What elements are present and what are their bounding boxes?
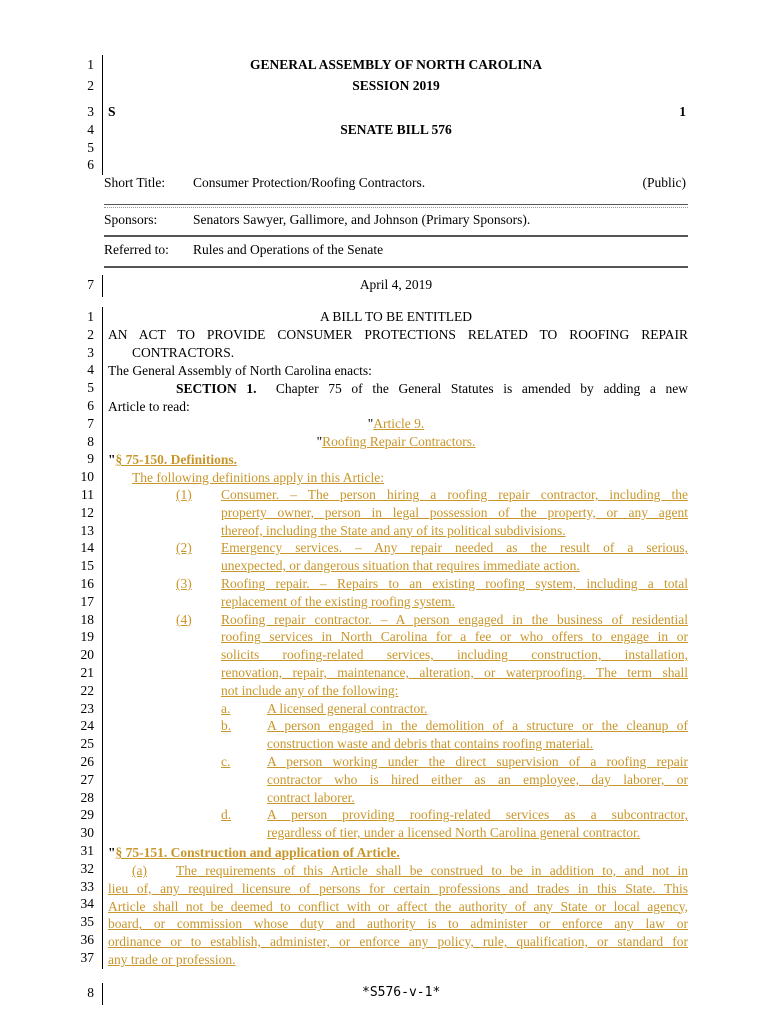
exclusion-letter: d. (221, 807, 232, 823)
line-number-rule (102, 983, 103, 1005)
exclusion-text: A person providing roofing-related services as a subcontractor, (267, 807, 688, 823)
definitions-heading (108, 452, 237, 468)
exclusion-text: contractor who is hired either as an employee, day laborer, or (267, 771, 688, 787)
line-number: 8 (87, 433, 94, 449)
exclusion-text: A person engaged in the demolition of a structure or the cleanup of (267, 718, 688, 734)
short-title: Consumer Protection/Roofing Contractors. (193, 175, 426, 190)
line-number: 23 (80, 700, 94, 716)
divider (104, 235, 688, 237)
line-number: 16 (80, 576, 94, 591)
exclusion-text: construction waste and debris that contains roofing material. (267, 736, 594, 752)
construction-text: ordinance or to establish, administer, or enforce any policy, rule, qualification, or standard for (108, 934, 688, 950)
line-number: 33 (80, 878, 94, 894)
definition-text: not include any of the following: (221, 682, 399, 698)
line-number: 10 (80, 469, 94, 485)
definition-text: Roofing repair. – Repairs to an existing roofing system, including a total (221, 576, 688, 591)
line-number: 27 (80, 771, 94, 787)
line-number: 17 (80, 593, 94, 609)
sponsors-label: Sponsors: (104, 212, 158, 227)
exclusion-text: A person working under the direct supervision of a roofing repair (267, 754, 688, 769)
line-number: 4 (87, 362, 94, 378)
exclusion-letter: b. (221, 718, 232, 734)
introduced-date: April 4, 2019 (359, 277, 433, 292)
line-number: 37 (80, 949, 94, 965)
line-number: 7 (87, 415, 94, 431)
line-number: 3 (87, 104, 94, 119)
line-number: 3 (87, 344, 94, 360)
section-text: Chapter 75 of the General Statutes is amended by adding a new (275, 381, 688, 396)
article-number (104, 416, 688, 432)
exclusion-text: A licensed general contractor. (267, 700, 428, 716)
definition-text: replacement of the existing roofing system. (221, 593, 455, 609)
line-number: 19 (80, 629, 94, 645)
article-title (104, 434, 688, 450)
definition-text: unexpected, or dangerous situation that requires immediate action. (221, 558, 580, 574)
assembly-title: GENERAL ASSEMBLY OF NORTH CAROLINA (249, 57, 543, 72)
line-number: 34 (80, 896, 94, 912)
line-number: 7 (87, 277, 94, 292)
line-number: 31 (80, 843, 94, 858)
construction-text: any trade or profession. (108, 952, 236, 967)
exclusion-letter: c. (221, 754, 231, 769)
line-number: 4 (87, 122, 94, 137)
section-text: Article to read: (108, 399, 190, 414)
line-number: 9 (87, 451, 94, 467)
line-number: 20 (80, 647, 94, 663)
line-number: 2 (87, 326, 94, 342)
enacting-clause: The General Assembly of North Carolina enacts: (108, 363, 372, 378)
section-line (176, 381, 688, 397)
line-number-rule (102, 275, 103, 297)
line-number: 11 (81, 487, 94, 502)
line-number: 15 (80, 558, 94, 574)
line-number-rule (102, 307, 103, 969)
definition-number: (2) (176, 540, 192, 556)
referred-to: Rules and Operations of the Senate (193, 242, 384, 257)
line-number: 22 (80, 682, 94, 698)
line-number: 13 (80, 522, 94, 538)
line-number: 35 (80, 914, 94, 930)
quote-mark: " (108, 452, 116, 467)
definition-text: Emergency services. – Any repair needed as the result of a serious, (221, 540, 688, 556)
definition-text: thereof, including the State and any of its political subdivisions. (221, 522, 566, 538)
line-number: 32 (80, 860, 94, 876)
line-number: 21 (80, 665, 94, 680)
subsection-label: (a) (132, 863, 147, 878)
line-number: 18 (80, 611, 94, 627)
definitions-heading-text: § 75-150. Definitions. (115, 452, 237, 467)
bill-version: 1 (679, 104, 686, 119)
chamber-code: S (108, 104, 116, 119)
exclusion-text: contract laborer. (267, 789, 355, 805)
construction-text: board, or commission whose duty and authority is to administer or enforce any law or (108, 916, 688, 932)
line-number: 28 (80, 789, 94, 805)
definition-text: solicits roofing-related services, including construction, installation, (221, 647, 688, 663)
definition-text: Roofing repair contractor. – A person engaged in the business of residential (221, 611, 688, 627)
definition-text: roofing services in North Carolina for a fee or who offers to engage in or (221, 629, 688, 645)
definition-number: (3) (176, 576, 192, 591)
quote-mark: " (367, 416, 374, 431)
line-number: 12 (80, 504, 94, 520)
bill-number: SENATE BILL 576 (340, 122, 452, 137)
line-number: 5 (87, 140, 94, 155)
construction-heading (108, 845, 400, 861)
footer-line-number: 8 (87, 985, 94, 1000)
sponsors: Senators Sawyer, Gallimore, and Johnson (Primary Sponsors). (193, 212, 531, 227)
session-title: SESSION 2019 (352, 78, 440, 93)
construction-text: Article shall not be deemed to conflict with or affect the authority of any State or local agency, (108, 898, 688, 914)
line-number: 5 (87, 380, 94, 396)
divider (104, 204, 688, 205)
line-number: 24 (80, 718, 94, 734)
article-number-text: Article 9. (373, 416, 425, 431)
act-title-line: AN ACT TO PROVIDE CONSUMER PROTECTIONS RELATED TO ROOFING REPAIR (108, 327, 688, 342)
divider (104, 266, 688, 268)
document-id: *S576-v-1* (362, 985, 441, 1000)
construction-text: The requirements of this Article shall be construed to be in addition to, and not in (176, 863, 688, 878)
line-number: 36 (80, 932, 94, 947)
bill-entitled: A BILL TO BE ENTITLED (320, 309, 472, 324)
line-number: 6 (87, 398, 94, 413)
referred-label: Referred to: (104, 242, 169, 257)
act-title-line: CONTRACTORS. (132, 345, 235, 360)
definitions-intro: The following definitions apply in this Article: (132, 470, 384, 485)
definition-text: Consumer. – The person hiring a roofing repair contractor, including the (221, 487, 688, 502)
definition-text: property owner, person in legal possession of the property, or any agent (221, 504, 688, 520)
exclusion-text: regardless of tier, under a licensed North Carolina general contractor. (267, 825, 641, 841)
definition-number: (4) (176, 611, 192, 627)
public-label: (Public) (642, 175, 686, 190)
line-number: 2 (87, 78, 94, 93)
line-number: 14 (80, 540, 94, 556)
line-number: 30 (80, 825, 94, 841)
line-number: 1 (87, 309, 94, 324)
line-number: 25 (80, 736, 94, 752)
construction-text: lieu of, any required licensure of persons for certain professions and trades in this State. This (108, 880, 688, 896)
exclusion-letter: a. (221, 700, 231, 716)
quote-mark: " (108, 845, 116, 860)
line-number: 6 (87, 157, 94, 172)
quote-mark: " (316, 434, 323, 449)
line-number: 29 (80, 807, 94, 823)
divider (104, 207, 688, 208)
section-label: SECTION 1. (176, 381, 257, 396)
definition-number: (1) (176, 487, 192, 502)
construction-heading-text: § 75-151. Construction and application of Article. (115, 845, 400, 860)
definition-text: renovation, repair, maintenance, alteration, or waterproofing. The term shall (221, 665, 688, 680)
line-number-rule (102, 55, 103, 175)
short-title-label: Short Title: (104, 175, 166, 190)
line-number: 26 (80, 754, 94, 769)
line-number: 1 (87, 57, 94, 72)
article-title-text: Roofing Repair Contractors. (322, 434, 476, 449)
